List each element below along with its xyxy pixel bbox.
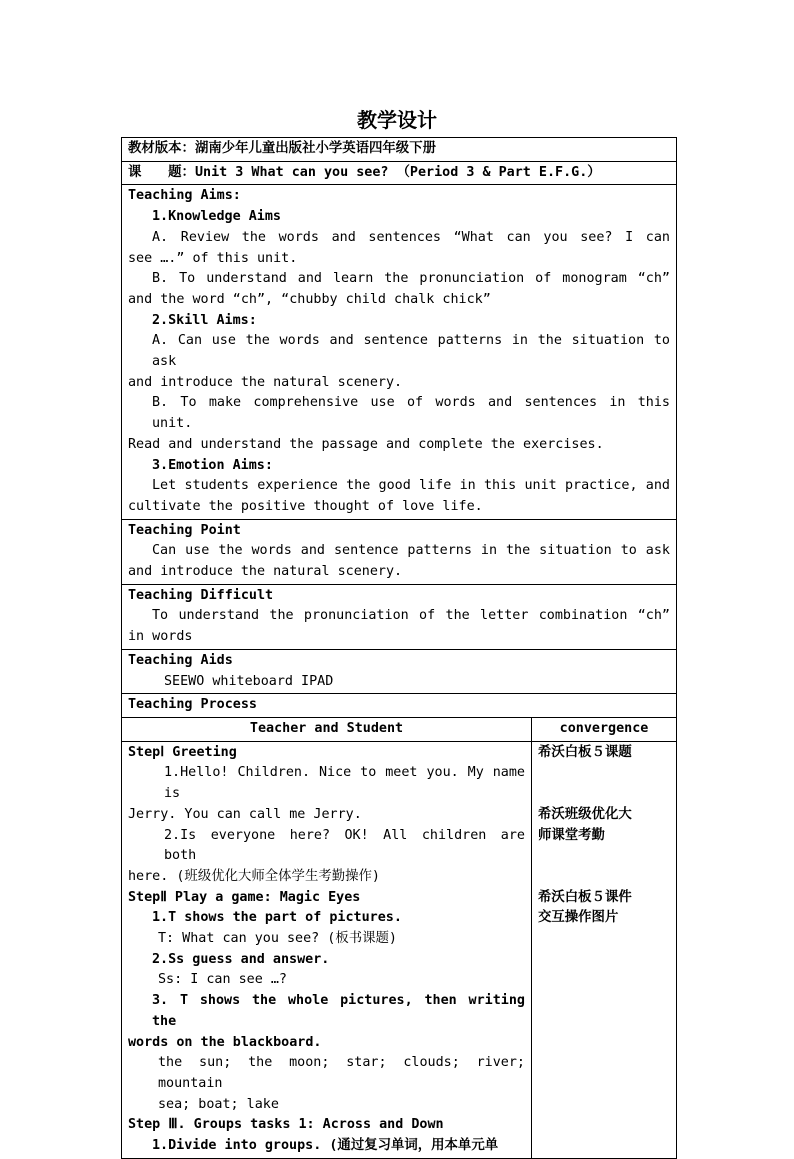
step2-line8: sea; boat; lake: [158, 1096, 279, 1112]
convergence-2b: 师课堂考勤: [538, 827, 605, 843]
step1-line3: 2.Is everyone here? OK! All children are both: [164, 827, 525, 864]
step3-heading: Step Ⅲ. Groups tasks 1: Across and Down: [128, 1117, 444, 1133]
step1-line2: Jerry. You can call me Jerry.: [128, 806, 362, 822]
page-title: 教学设计: [357, 108, 437, 132]
step2-line3: 2.Ss guess and answer.: [152, 951, 330, 967]
step2-line5: 3. T shows the whole pictures, then writing the: [152, 993, 525, 1029]
skill-aims-heading: 2.Skill Aims:: [152, 312, 257, 328]
convergence-3a: 希沃白板５课件: [538, 889, 632, 905]
point-line1: Can use the words and sentence patterns in the situation to ask: [152, 543, 670, 559]
col-teacher-student: Teacher and Student: [249, 720, 404, 736]
aids-line1: SEEWO whiteboard IPAD: [164, 673, 334, 689]
lesson-plan-table: [121, 137, 677, 1159]
difficult-line2: in words: [128, 629, 193, 645]
edition-text: 教材版本：湖南少年儿童出版社小学英语四年级下册: [128, 141, 436, 156]
step3-line1: 1.Divide into groups. (通过复习单词，用本单元单: [152, 1138, 499, 1154]
process-heading: Teaching Process: [128, 697, 257, 713]
skill-aim-a-line1: A. Can use the words and sentence patterns in the situation to ask: [152, 333, 670, 370]
teaching-aims-section: [121, 185, 677, 519]
step1-heading: StepⅠ Greeting: [128, 744, 237, 760]
topic-text: 课 题：Unit 3 What can you see? （Period 3 & Part E.F.G.）: [128, 164, 601, 180]
convergence-2a: 希沃班级优化大: [538, 806, 632, 822]
step2-line6: words on the blackboard.: [128, 1034, 322, 1050]
skill-aim-b-line2: Read and understand the passage and complete the exercises.: [128, 436, 604, 452]
step1-line4: here. (班级优化大师全体学生考勤操作): [128, 868, 380, 884]
aids-heading: Teaching Aids: [128, 652, 233, 668]
emotion-aim-line2: cultivate the positive thought of love life.: [128, 498, 483, 514]
knowledge-aim-a-line2: see ….” of this unit.: [128, 250, 298, 266]
knowledge-aim-b-line1: B. To understand and learn the pronunciation of monogram “ch”: [152, 271, 670, 287]
teaching-process-heading-row: [121, 694, 677, 718]
knowledge-aims-heading: 1.Knowledge Aims: [152, 209, 281, 225]
step2-line2: T: What can you see? (板书课题): [158, 931, 397, 947]
step1-line1: 1.Hello! Children. Nice to meet you. My name is: [164, 765, 525, 802]
skill-aim-b-line1: B. To make comprehensive use of words and sentences in this unit.: [152, 395, 670, 432]
teaching-aids-section: [121, 650, 677, 694]
step2-line1: 1.T shows the part of pictures.: [152, 910, 402, 926]
difficult-heading: Teaching Difficult: [128, 587, 274, 603]
difficult-line1: To understand the pronunciation of the letter combination “ch”: [152, 608, 670, 624]
point-line2: and introduce the natural scenery.: [128, 564, 403, 580]
topic-row: [121, 162, 677, 186]
emotion-aim-line1: Let students experience the good life in this unit practice, and: [152, 478, 670, 494]
knowledge-aim-a-line1: A. Review the words and sentences “What can you see? I can: [152, 229, 670, 245]
col-convergence: convergence: [559, 720, 649, 736]
aims-heading: Teaching Aims:: [128, 188, 241, 204]
step2-line4: Ss: I can see …?: [158, 972, 287, 988]
step2-heading: StepⅡ Play a game: Magic Eyes: [128, 889, 361, 905]
teaching-difficult-section: [121, 585, 677, 650]
step2-line7: the sun; the moon; star; clouds; river; mountain: [158, 1055, 525, 1091]
point-heading: Teaching Point: [128, 522, 241, 538]
teaching-point-section: [121, 520, 677, 585]
process-body: [121, 742, 677, 1159]
skill-aim-a-line2: and introduce the natural scenery.: [128, 374, 403, 390]
process-column-headers: [121, 718, 677, 742]
convergence-1: 希沃白板５课题: [538, 744, 632, 760]
convergence-3b: 交互操作图片: [538, 910, 619, 926]
emotion-aims-heading: 3.Emotion Aims:: [152, 457, 273, 473]
edition-row: [121, 137, 677, 162]
knowledge-aim-b-line2: and the word “ch”, “chubby child chalk chick”: [128, 291, 491, 307]
